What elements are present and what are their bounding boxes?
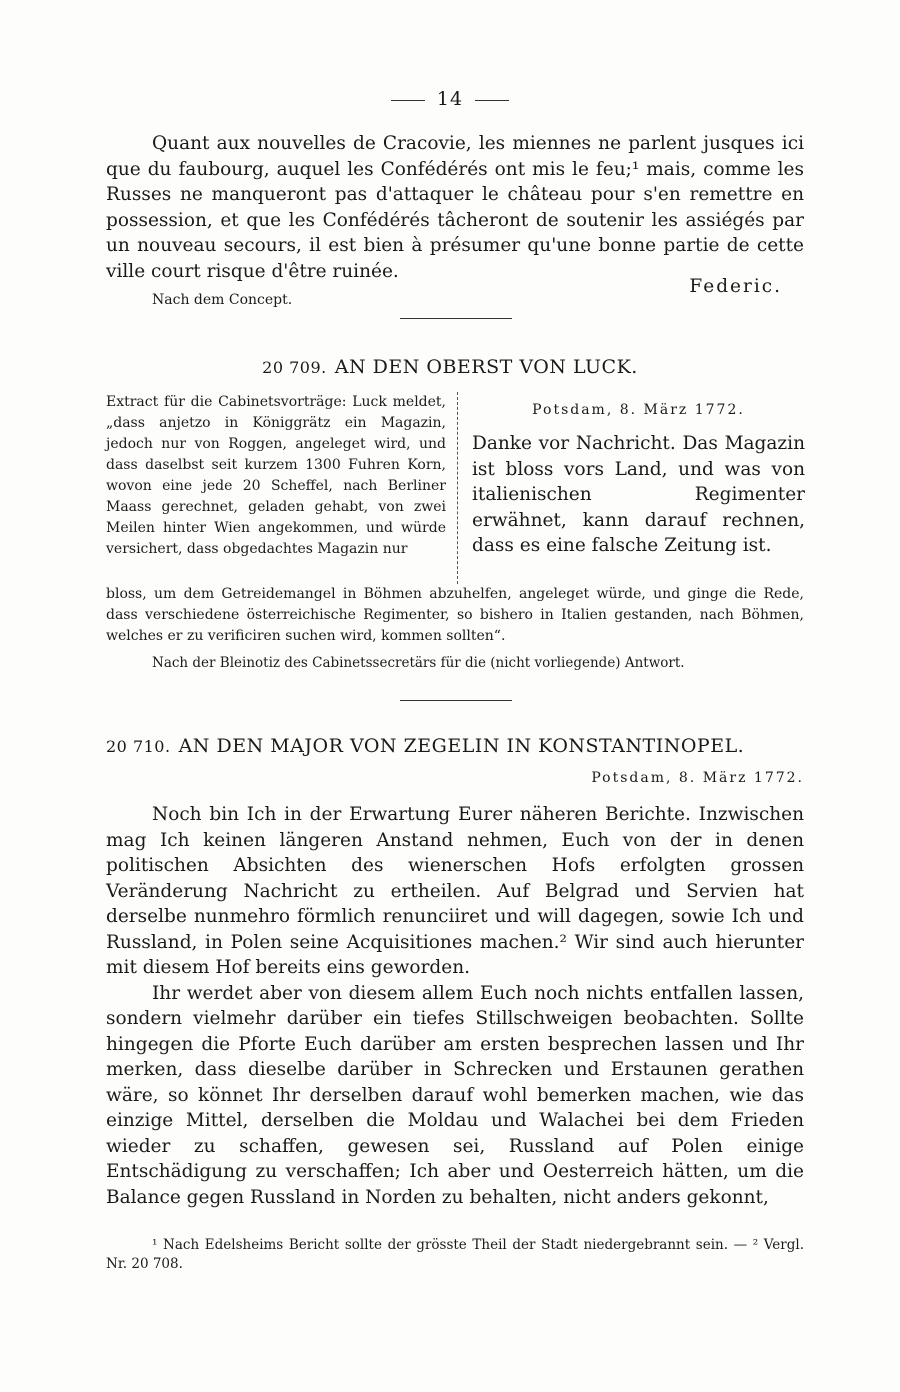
page-number: 14	[436, 88, 464, 110]
extract-continued-text: bloss, um dem Getreidemangel in Böhmen abzuhelfen, angeleget würde, und ginge die Rede, dass verschiedene österreichische Regimenter, so bishero in Italien gestanden, nach Böhmen, welches er zu verificiren suchen wird, kommen sollten“.	[106, 586, 804, 644]
extract-text: Extract für die Cabinetsvorträge: Luck meldet, „dass anjetzo in Königgrätz ein Magazin, jedoch nur von Roggen, angeleget wird, und dass daselbst seit kurzem 1300 Fuhren Korn, wovon eine jede 20 Scheffel, nach Berliner Maass gerechnet, geladen gehabt, von zwei Meilen hinter Wien angekommen, und würde versichert, dass obgedachtes Magazin nur	[106, 394, 446, 557]
place-date-20709: Potsdam, 8. März 1772.	[532, 402, 745, 418]
separator-rule-2	[400, 700, 512, 701]
source-note-concept: Nach dem Concept.	[152, 292, 293, 308]
reply-text: Danke vor Nachricht. Das Magazin ist bloss vors Land, und was von italienischen Regimenter erwähnet, kann darauf rechnen, dass es eine falsche Zeitung ist.	[472, 433, 805, 556]
place-date-20710: Potsdam, 8. März 1772.	[591, 770, 804, 786]
letter-title-20709: AN DEN OBERST VON LUCK.	[334, 356, 638, 378]
letter-heading-20709	[0, 356, 900, 378]
source-note-bleinotiz: Nach der Bleinotiz des Cabinetssecretärs für die (nicht vorliegende) Antwort.	[152, 655, 685, 671]
letter-number-20710: 20 710.	[106, 737, 171, 756]
signature: Federic.	[689, 276, 782, 297]
footnotes-section	[106, 1236, 804, 1274]
letter-number-20709: 20 709.	[262, 358, 327, 377]
dash-right	[475, 100, 509, 101]
separator-rule-1	[400, 318, 512, 319]
column-divider	[457, 392, 458, 584]
letter-end-section	[106, 131, 804, 284]
letter-end-text: Quant aux nouvelles de Cracovie, les miennes ne parlent jusques ici que du faubourg, auquel les Confédérés ont mis le feu;¹ mais, comme les Russes ne manqueront pas d'attaquer le château pour s'en remettre en possession, et que les Confédérés tâcheront de soutenir les assiégés par un nouveau secours, il est bien à présumer qu'une bonne partie de cette ville court risque d'être ruinée.	[106, 133, 804, 282]
paragraph-2: Ihr werdet aber von diesem allem Euch noch nichts entfallen lassen, sondern vielmehr darüber ein tiefes Stillschweigen beobachten. Sollte hingegen die Pforte Euch darüber am ersten besprechen lassen und Ihr merken, dass dieselbe darüber in Schrecken und Erstaunen gerathen wäre, so könnet Ihr derselben darauf wohl bemerken machen, wie das einzige Mittel, derselben die Moldau und Walachei bei dem Frieden wieder zu schaffen, gewesen sei, Russland auf Polen einige Entschädigung zu verschaffen; Ich aber und Oesterreich hätten, um die Balance gegen Russland in Norden zu behalten, nicht anders gekonnt,	[106, 982, 804, 1208]
footnotes: ¹ Nach Edelsheims Bericht sollte der grösste Theil der Stadt niedergebrannt sein. — ² Vergl. Nr. 20 708.	[106, 1237, 804, 1272]
letter-heading-20710	[106, 735, 804, 757]
page-number-line	[0, 88, 900, 110]
reply-right-column	[472, 400, 805, 559]
extract-left-column	[106, 392, 446, 560]
dash-left	[391, 100, 425, 101]
letter-body-20710	[106, 802, 804, 1210]
extract-continued-section	[106, 584, 804, 647]
letter-title-20710: AN DEN MAJOR VON ZEGELIN IN KONSTANTINOPEL.	[178, 735, 745, 757]
paragraph-1: Noch bin Ich in der Erwartung Eurer näheren Berichte. Inzwischen mag Ich keinen längeren Anstand nehmen, Euch von der in denen politischen Absichten des wienerschen Hofs erfolgten grossen Veränderung Nachricht zu ertheilen. Auf Belgrad und Servien hat derselbe nunmehro förmlich renunciiret und will dagegen, sowie Ich und Russland, in Polen seine Acquisitiones machen.² Wir sind auch hierunter mit diesem Hof bereits eins geworden.	[106, 804, 804, 978]
